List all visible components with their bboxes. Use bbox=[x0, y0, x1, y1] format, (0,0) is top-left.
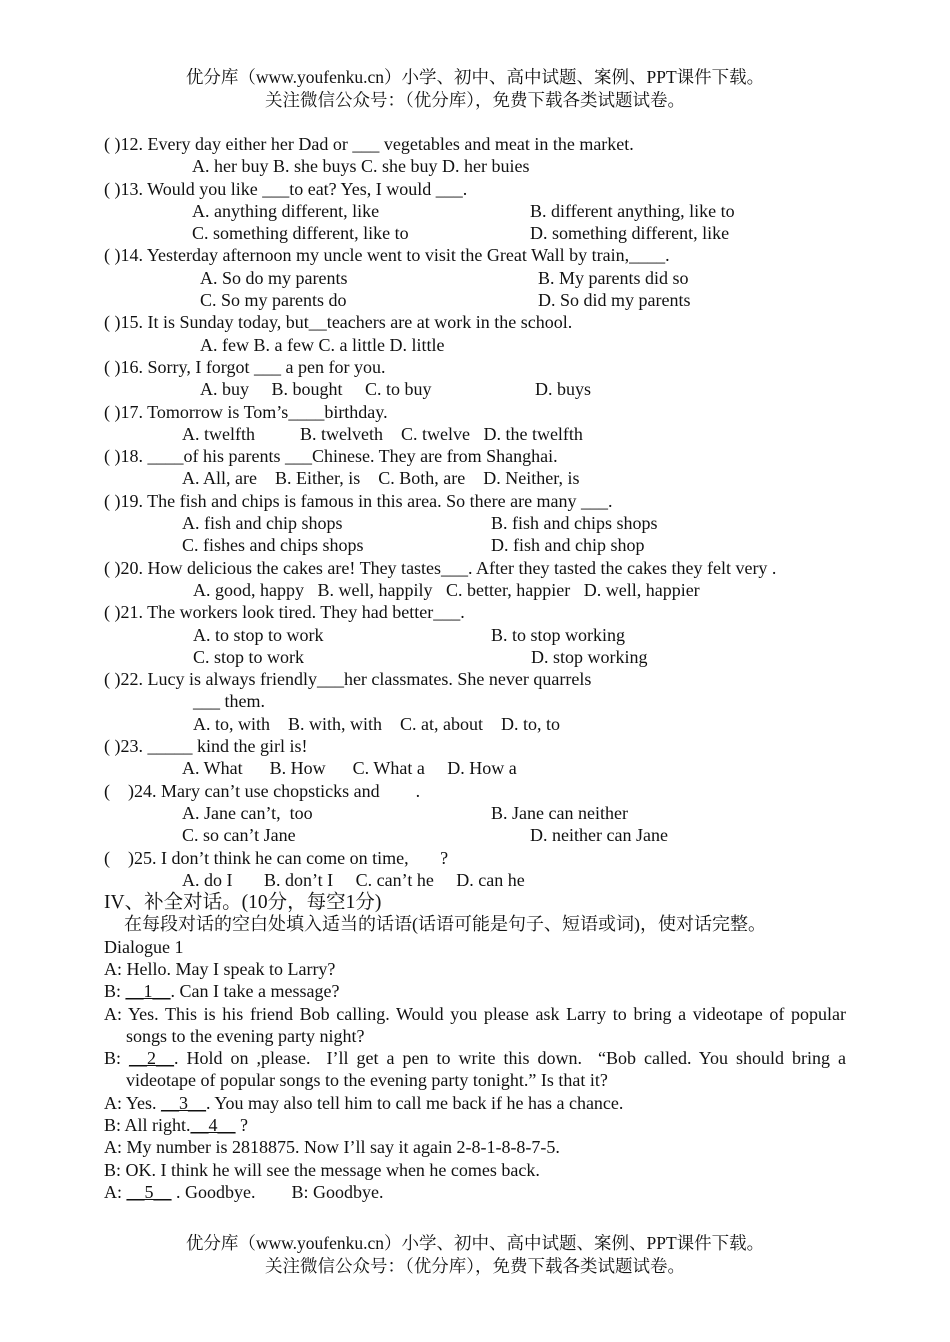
question-19-options-row-2 bbox=[104, 534, 846, 556]
option-d: D. neither can Jane bbox=[530, 825, 668, 846]
question-12-options: A. her buy B. she buys C. she buy D. her buies bbox=[192, 156, 530, 177]
question-16-options: A. buy B. bought C. to buy D. buys bbox=[200, 379, 592, 400]
option-c: C. fishes and chips shops bbox=[182, 535, 364, 556]
question-18: ( )18. ____of his parents ___Chinese. They are from Shanghai. bbox=[104, 446, 558, 467]
dialogue-line-8: B: OK. I think he will see the message when he comes back. bbox=[104, 1159, 540, 1180]
footer-line-1: 优分库（www.youfenku.cn）小学、初中、高中试题、案例、PPT课件下载。 bbox=[185, 1233, 765, 1253]
question-18-options: A. All, are B. Either, is C. Both, are D. Neither, is bbox=[182, 468, 580, 489]
question-25: ( )25. I don’t think he can come on time, ? bbox=[104, 847, 449, 868]
exam-content bbox=[104, 133, 851, 1203]
question-12: ( )12. Every day either her Dad or ___ vegetables and meat in the market. bbox=[104, 134, 634, 154]
blank-5: __5__ bbox=[126, 1181, 172, 1202]
question-15-options: A. few B. a few C. a little D. little bbox=[200, 334, 445, 355]
option-c: C. so can’t Jane bbox=[182, 825, 296, 846]
question-14-options-row-2 bbox=[104, 289, 846, 311]
blank-4: __4__ bbox=[190, 1115, 236, 1136]
header bbox=[0, 66, 950, 112]
question-22-continuation: ___ them. bbox=[193, 691, 265, 712]
section-4-title: IV、补全对话。(10分，每空1分) bbox=[104, 892, 382, 914]
question-21: ( )21. The workers look tired. They had better___. bbox=[104, 602, 465, 623]
dialogue-line-4: B: __2__. Hold on ,please. I’ll get a pen to write this down. “Bob called. You should bring a videotape of popular songs to the evening party tonight.” Is that it? bbox=[104, 1048, 851, 1091]
question-20: ( )20. How delicious the cakes are! They tastes___. After they tasted the cakes they felt very . bbox=[104, 557, 777, 578]
section-4-instruction: 在每段对话的空白处填入适当的话语(话语可能是句子、短语或词)，使对话完整。 bbox=[124, 914, 766, 935]
option-d: D. something different, like bbox=[530, 223, 730, 244]
question-21-options-row-2 bbox=[104, 646, 846, 668]
question-13-options-row-1 bbox=[104, 200, 846, 222]
option-a: A. Jane can’t, too bbox=[182, 802, 313, 823]
question-19-options-row-1 bbox=[104, 512, 846, 534]
blank-2: __2__ bbox=[129, 1048, 175, 1069]
dialogue-line-9: A: __5__ . Goodbye. B: Goodbye. bbox=[104, 1181, 384, 1202]
option-b: B. to stop working bbox=[491, 624, 626, 645]
dialogue-line-1: A: Hello. May I speak to Larry? bbox=[104, 958, 336, 979]
question-22-options: A. to, with B. with, with C. at, about D. to, to bbox=[193, 713, 560, 734]
option-a: A. So do my parents bbox=[200, 267, 348, 288]
question-14-options-row-1 bbox=[104, 267, 846, 289]
option-d: D. stop working bbox=[531, 646, 648, 667]
question-24: ( )24. Mary can’t use chopsticks and . bbox=[104, 780, 421, 801]
question-25-options: A. do I B. don’t I C. can’t he D. can he bbox=[182, 869, 525, 890]
question-14: ( )14. Yesterday afternoon my uncle went to visit the Great Wall by train,____. bbox=[104, 245, 670, 266]
question-24-options-row-1 bbox=[104, 802, 846, 824]
question-17-options: A. twelfth B. twelveth C. twelve D. the twelfth bbox=[182, 423, 583, 444]
blank-3: __3__ bbox=[161, 1092, 207, 1113]
header-line-2: 关注微信公众号：（优分库），免费下载各类试题试卷。 bbox=[265, 90, 685, 110]
option-a: A. anything different, like bbox=[192, 200, 380, 221]
question-16: ( )16. Sorry, I forgot ___ a pen for you. bbox=[104, 356, 386, 377]
question-17: ( )17. Tomorrow is Tom’s____birthday. bbox=[104, 401, 388, 422]
dialogue-line-6: B: All right.__4__ ? bbox=[104, 1115, 249, 1136]
dialogue-line-7: A: My number is 2818875. Now I’ll say it again 2-8-1-8-8-7-5. bbox=[104, 1137, 560, 1158]
question-22: ( )22. Lucy is always friendly___her classmates. She never quarrels bbox=[104, 669, 592, 690]
question-23-options: A. What B. How C. What a D. How a bbox=[182, 758, 517, 779]
header-line-1: 优分库（www.youfenku.cn）小学、初中、高中试题、案例、PPT课件下载。 bbox=[185, 67, 765, 87]
footer bbox=[0, 1232, 950, 1278]
option-b: B. My parents did so bbox=[538, 267, 689, 288]
option-a: A. to stop to work bbox=[193, 624, 324, 645]
question-13: ( )13. Would you like ___to eat? Yes, I would ___. bbox=[104, 178, 468, 199]
option-c: C. stop to work bbox=[193, 646, 305, 667]
question-13-options-row-2 bbox=[104, 222, 846, 244]
question-20-options: A. good, happy B. well, happily C. better, happier D. well, happier bbox=[193, 579, 700, 600]
dialogue-title: Dialogue 1 bbox=[104, 936, 184, 957]
option-b: B. different anything, like to bbox=[530, 200, 735, 221]
option-b: B. Jane can neither bbox=[491, 802, 628, 823]
question-23: ( )23. _____ kind the girl is! bbox=[104, 736, 308, 757]
question-24-options-row-2 bbox=[104, 824, 846, 846]
option-b: B. fish and chips shops bbox=[491, 513, 658, 534]
question-15: ( )15. It is Sunday today, but__teachers are at work in the school. bbox=[104, 312, 573, 333]
option-c: C. something different, like to bbox=[192, 223, 409, 244]
option-d: D. fish and chip shop bbox=[491, 535, 645, 556]
question-21-options-row-1 bbox=[104, 624, 846, 646]
dialogue-line-3: A: Yes. This is his friend Bob calling. Would you please ask Larry to bring a videotape of popular songs to the evening party night? bbox=[104, 1003, 846, 1046]
question-19: ( )19. The fish and chips is famous in this area. So there are many ___. bbox=[104, 490, 613, 511]
footer-line-2: 关注微信公众号：（优分库），免费下载各类试题试卷。 bbox=[265, 1256, 685, 1276]
dialogue-line-2: B: __1__. Can I take a message? bbox=[104, 981, 340, 1002]
option-c: C. So my parents do bbox=[200, 290, 347, 311]
option-a: A. fish and chip shops bbox=[182, 513, 343, 534]
dialogue-line-5: A: Yes. __3__. You may also tell him to call me back if he has a chance. bbox=[104, 1092, 624, 1113]
option-d: D. So did my parents bbox=[538, 290, 691, 311]
blank-1: __1__ bbox=[125, 981, 171, 1002]
